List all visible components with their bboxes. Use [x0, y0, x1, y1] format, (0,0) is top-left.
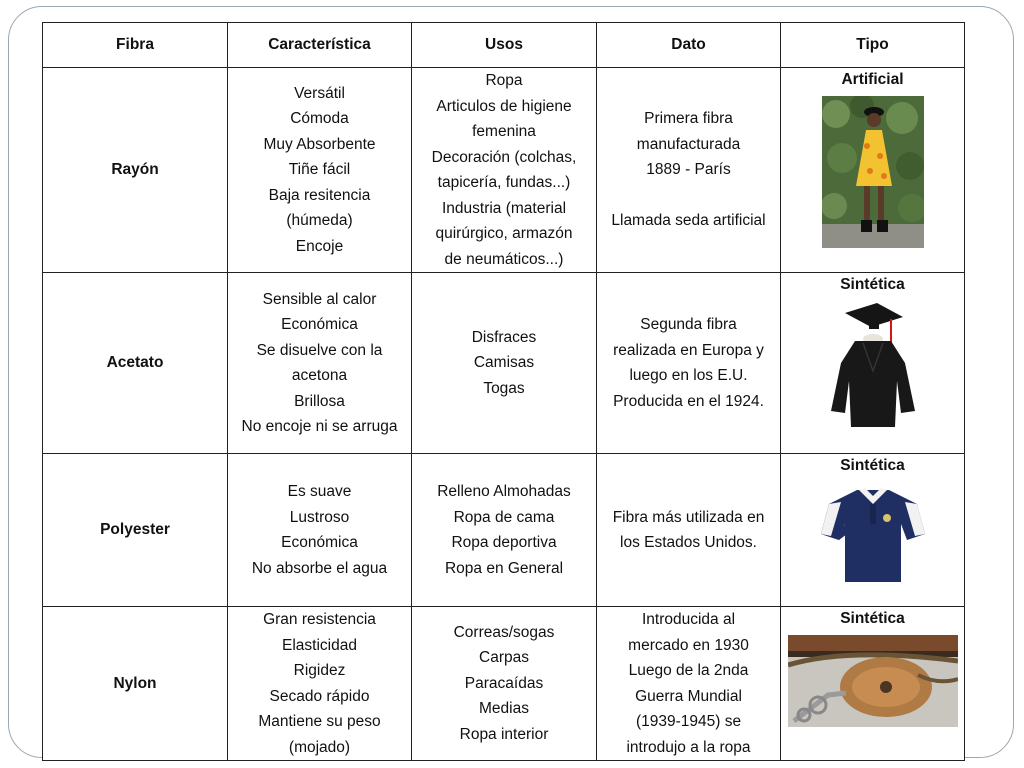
cell-line: Carpas [479, 649, 529, 667]
cell-line: Guerra Mundial [635, 687, 742, 705]
cell-line: Elasticidad [282, 636, 357, 654]
cell-line: Ropa deportiva [451, 534, 557, 551]
caracteristica-cell [228, 454, 412, 607]
cell-line: Secado rápido [269, 687, 370, 705]
cell-line: Correas/sogas [453, 623, 555, 641]
cell-line: Relleno Almohadas [437, 483, 571, 500]
cell-line: No encoje ni se arruga [241, 418, 398, 435]
tipo-label: Sintética [840, 457, 905, 474]
dato-cell [597, 454, 781, 607]
cell-line: Ropa en General [444, 559, 564, 577]
cell-line: Sensible al calor [262, 290, 377, 308]
cell-line: Encoje [295, 237, 344, 255]
fibra-cell: Nylon [43, 607, 228, 761]
cell-line: Ropa de cama [453, 508, 555, 526]
cell-line: Camisas [473, 354, 535, 372]
cell-line: Introducida al [641, 611, 736, 628]
tipo-cell [781, 68, 965, 273]
caracteristica-cell [228, 607, 412, 761]
cell-line: Cómoda [290, 110, 349, 128]
cell-line: Disfraces [471, 328, 537, 346]
cell-line: introdujo a la ropa [626, 738, 751, 756]
header-row [43, 23, 965, 68]
cell-line: Versátil [294, 84, 345, 102]
cell-line: Articulos de higiene [436, 97, 572, 115]
table-row [43, 454, 965, 607]
header-tipo: Tipo [781, 23, 965, 68]
table-row [43, 607, 965, 761]
fibra-cell: Rayón [43, 68, 228, 273]
cell-line: Producida en el 1924. [613, 392, 764, 410]
usos-cell [412, 607, 597, 761]
header-usos: Usos [412, 23, 597, 68]
cell-line: Fibra más utilizada en [612, 508, 765, 526]
cell-line: Luego de la 2nda [628, 662, 749, 679]
cell-line: Gran resistencia [263, 611, 376, 628]
cell-line: Industria (material [441, 199, 567, 217]
cell-line: Baja resitencia [268, 186, 371, 204]
header-caracteristica: Característica [228, 23, 412, 68]
cell-line: luego en los E.U. [629, 367, 748, 384]
caracteristica-cell [228, 68, 412, 273]
tipo-label: Artificial [841, 71, 904, 88]
cell-line: Es suave [287, 483, 352, 500]
table-row [43, 68, 965, 273]
usos-cell [412, 454, 597, 607]
cell-line: Ropa [485, 72, 523, 89]
cell-line: realizada en Europa y [613, 341, 764, 359]
cell-line: manufacturada [636, 135, 741, 153]
rope-pulley-photo [788, 635, 958, 727]
fibra-cell: Acetato [43, 273, 228, 454]
cell-line: Se disuelve con la [256, 341, 383, 359]
cell-line: (mojado) [288, 738, 351, 756]
cell-line: Medias [479, 700, 529, 718]
cell-line: quirúrgico, armazón [435, 225, 573, 242]
header-fibra: Fibra [43, 23, 228, 68]
table-row [43, 273, 965, 454]
graduation-gown-photo [825, 301, 921, 429]
cell-line: Llamada seda artificial [611, 212, 766, 230]
cell-line: Lustroso [289, 508, 350, 526]
usos-cell [412, 68, 597, 273]
woman-in-sunflower-dress-photo [822, 96, 924, 248]
tipo-cell [781, 607, 965, 761]
cell-line: de neumáticos...) [444, 250, 564, 268]
cell-line: Económica [281, 534, 358, 551]
cell-line: 1889 - París [646, 161, 731, 179]
cell-line: (1939-1945) se [635, 713, 742, 730]
polo-shirt-photo [821, 482, 925, 586]
cell-line: femenina [472, 123, 536, 140]
cell-line: Tiñe fácil [288, 161, 351, 179]
fibra-cell: Polyester [43, 454, 228, 607]
cell-line: Ropa interior [459, 725, 549, 743]
cell-line: Rigidez [293, 662, 346, 679]
tipo-cell [781, 454, 965, 607]
dato-cell [597, 68, 781, 273]
cell-line: Paracaídas [464, 674, 544, 692]
cell-line: mercado en 1930 [628, 636, 749, 654]
cell-line: Mantiene su peso [258, 713, 381, 730]
tipo-cell [781, 273, 965, 454]
cell-line: Decoración (colchas, [431, 148, 577, 166]
usos-cell [412, 273, 597, 454]
caracteristica-cell [228, 273, 412, 454]
cell-line: los Estados Unidos. [620, 534, 757, 551]
cell-line: Togas [483, 379, 525, 397]
cell-line: (húmeda) [286, 212, 353, 230]
fiber-table [42, 22, 965, 761]
dato-cell [597, 273, 781, 454]
cell-line: Muy Absorbente [263, 135, 376, 153]
cell-line: No absorbe el agua [251, 559, 388, 577]
cell-line: Brillosa [294, 392, 345, 410]
cell-line [601, 183, 776, 209]
dato-cell [597, 607, 781, 761]
cell-line: Económica [281, 316, 358, 333]
header-dato: Dato [597, 23, 781, 68]
cell-line: tapicería, fundas...) [437, 174, 571, 191]
cell-line: Segunda fibra [640, 316, 737, 333]
tipo-label: Sintética [840, 276, 905, 293]
tipo-label: Sintética [840, 610, 905, 627]
cell-line: acetona [291, 367, 348, 384]
cell-line: Primera fibra [644, 110, 733, 128]
